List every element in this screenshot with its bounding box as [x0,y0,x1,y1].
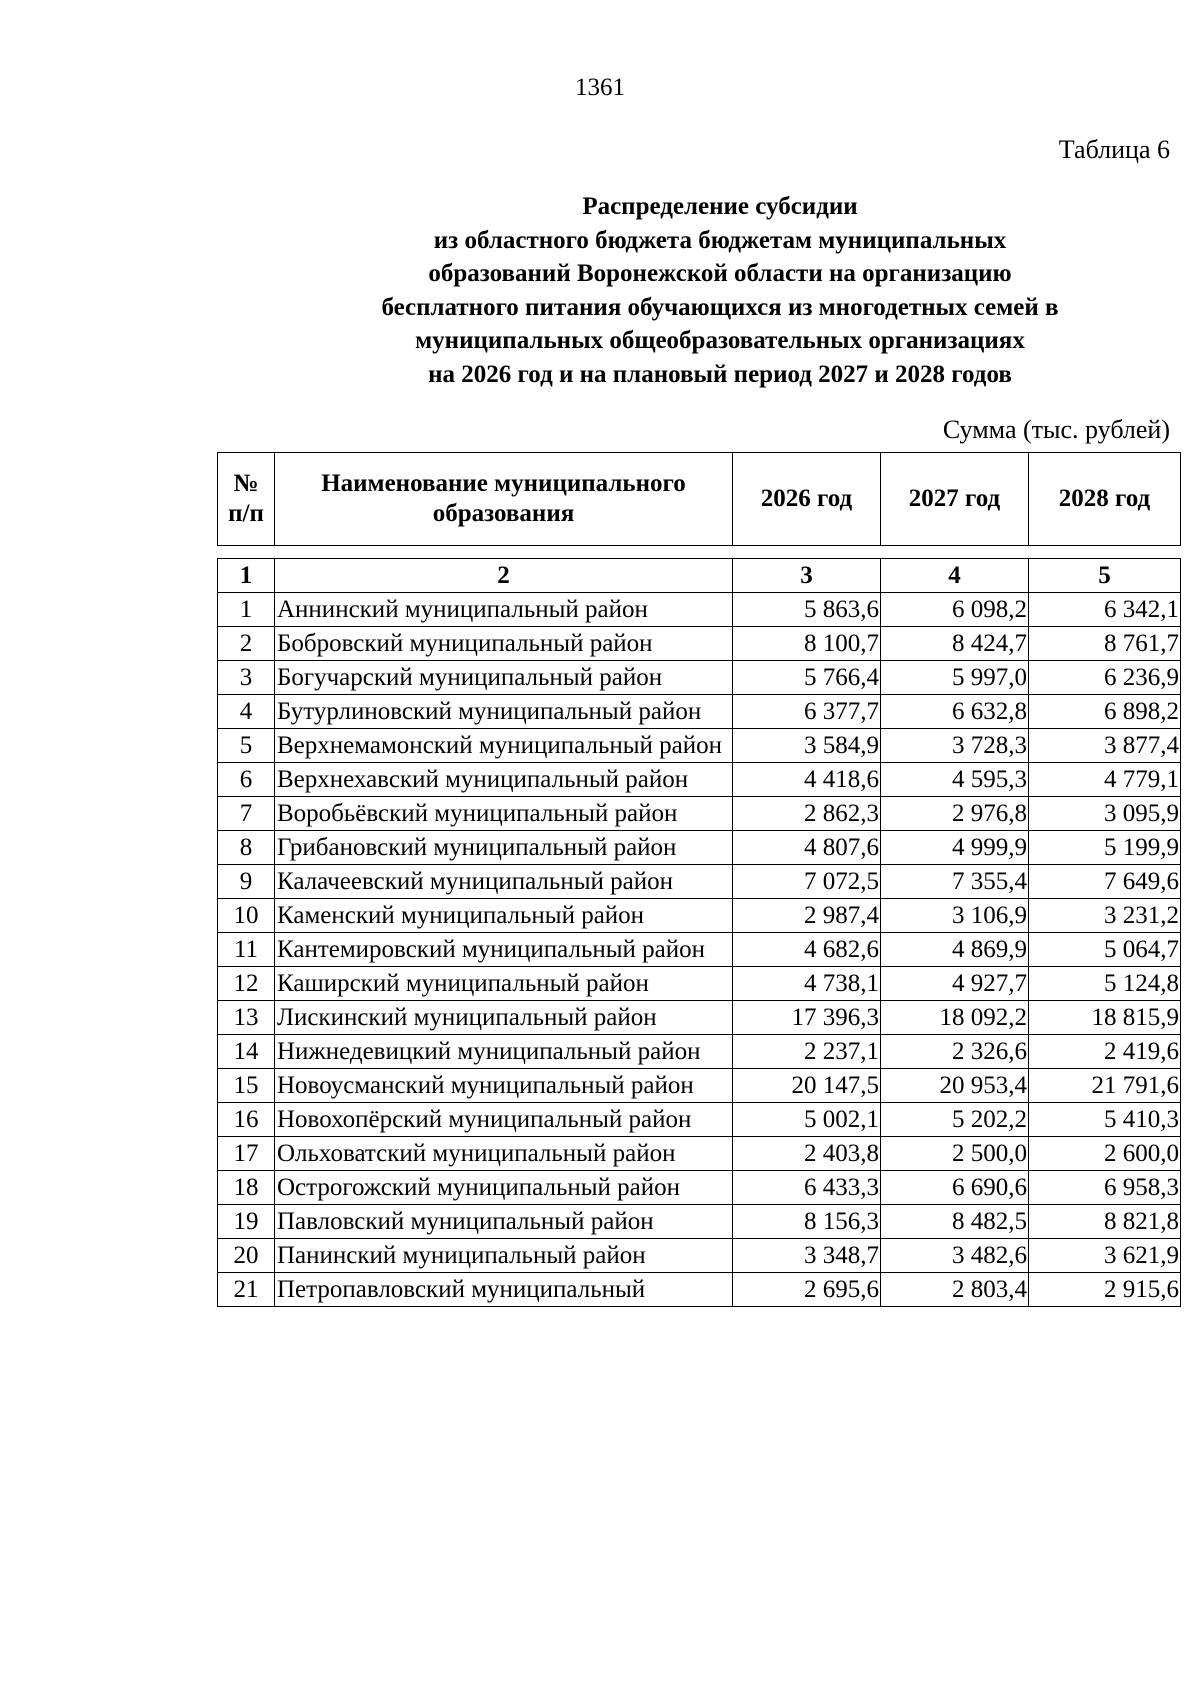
row-number: 6 [218,763,275,797]
column-number: 1 [218,559,275,593]
value-2028: 8 821,8 [1029,1205,1181,1239]
value-2026: 17 396,3 [733,1001,881,1035]
table-row [218,1205,1181,1239]
value-2028: 6 236,9 [1029,661,1181,695]
document-title [270,190,1170,391]
district-name: Ольховатский муниципальный район [275,1137,733,1171]
row-number: 20 [218,1239,275,1273]
subsidy-table [217,558,1181,1307]
value-2027: 3 482,6 [881,1239,1029,1273]
row-number: 12 [218,967,275,1001]
district-name: Аннинский муниципальный район [275,593,733,627]
district-name: Верхнехавский муниципальный район [275,763,733,797]
value-2028: 3 877,4 [1029,729,1181,763]
district-name: Верхнемамонский муниципальный район [275,729,733,763]
district-name: Бобровский муниципальный район [275,627,733,661]
value-2027: 4 927,7 [881,967,1029,1001]
value-2027: 2 976,8 [881,797,1029,831]
row-number: 1 [218,593,275,627]
value-2026: 6 433,3 [733,1171,881,1205]
table-header [217,452,1181,546]
header-2028: 2028 год [1029,453,1181,546]
header-2026: 2026 год [733,453,881,546]
value-2028: 18 815,9 [1029,1001,1181,1035]
value-2028: 6 898,2 [1029,695,1181,729]
value-2026: 4 738,1 [733,967,881,1001]
value-2027: 3 106,9 [881,899,1029,933]
column-numbers-row [218,559,1181,593]
table-row [218,899,1181,933]
table-row [218,729,1181,763]
district-name: Петропавловский муниципальный [275,1273,733,1307]
row-number: 15 [218,1069,275,1103]
header-name: Наименование муниципального образования [275,453,733,546]
district-name: Воробьёвский муниципальный район [275,797,733,831]
row-number: 16 [218,1103,275,1137]
value-2026: 2 237,1 [733,1035,881,1069]
value-2028: 5 199,9 [1029,831,1181,865]
row-number: 18 [218,1171,275,1205]
column-number: 2 [275,559,733,593]
district-name: Каменский муниципальный район [275,899,733,933]
table-row [218,1069,1181,1103]
table-row [218,1239,1181,1273]
value-2028: 8 761,7 [1029,627,1181,661]
value-2028: 6 342,1 [1029,593,1181,627]
table-label: Таблица 6 [1058,135,1170,164]
table-row [218,831,1181,865]
value-2027: 18 092,2 [881,1001,1029,1035]
district-name: Павловский муниципальный район [275,1205,733,1239]
row-number: 10 [218,899,275,933]
value-2026: 2 403,8 [733,1137,881,1171]
row-number: 9 [218,865,275,899]
district-name: Острогожский муниципальный район [275,1171,733,1205]
value-2026: 4 682,6 [733,933,881,967]
title-line: бесплатного питания обучающихся из многодетных семей в [381,293,1059,321]
district-name: Каширский муниципальный район [275,967,733,1001]
district-name: Кантемировский муниципальный район [275,933,733,967]
district-name: Калачеевский муниципальный район [275,865,733,899]
row-number: 8 [218,831,275,865]
district-name: Богучарский муниципальный район [275,661,733,695]
row-number: 4 [218,695,275,729]
title-line: муниципальных общеобразовательных организациях [415,327,1025,354]
units-label: Сумма (тыс. рублей) [942,415,1170,444]
value-2027: 6 690,6 [881,1171,1029,1205]
district-name: Грибановский муниципальный район [275,831,733,865]
page-number: 1361 [575,74,625,101]
table-row [218,1001,1181,1035]
value-2028: 2 600,0 [1029,1137,1181,1171]
district-name: Лискинский муниципальный район [275,1001,733,1035]
value-2027: 2 500,0 [881,1137,1029,1171]
value-2027: 7 355,4 [881,865,1029,899]
value-2026: 2 862,3 [733,797,881,831]
table-row [218,661,1181,695]
row-number: 5 [218,729,275,763]
value-2028: 21 791,6 [1029,1069,1181,1103]
value-2028: 5 410,3 [1029,1103,1181,1137]
district-name: Нижнедевицкий муниципальный район [275,1035,733,1069]
value-2027: 2 803,4 [881,1273,1029,1307]
value-2026: 2 987,4 [733,899,881,933]
value-2026: 8 100,7 [733,627,881,661]
value-2026: 5 863,6 [733,593,881,627]
district-name: Новохопёрский муниципальный район [275,1103,733,1137]
value-2028: 5 064,7 [1029,933,1181,967]
header-2027: 2027 год [881,453,1029,546]
value-2026: 5 002,1 [733,1103,881,1137]
value-2026: 3 584,9 [733,729,881,763]
table-row [218,1137,1181,1171]
value-2028: 4 779,1 [1029,763,1181,797]
value-2026: 3 348,7 [733,1239,881,1273]
value-2026: 5 766,4 [733,661,881,695]
value-2027: 4 869,9 [881,933,1029,967]
value-2027: 8 424,7 [881,627,1029,661]
value-2028: 5 124,8 [1029,967,1181,1001]
table-row [218,865,1181,899]
table-row [218,1103,1181,1137]
table-row [218,967,1181,1001]
value-2028: 7 649,6 [1029,865,1181,899]
value-2027: 8 482,5 [881,1205,1029,1239]
district-name: Новоусманский муниципальный район [275,1069,733,1103]
value-2026: 2 695,6 [733,1273,881,1307]
header-number: № п/п [218,453,275,546]
value-2028: 2 419,6 [1029,1035,1181,1069]
table-row [218,763,1181,797]
table-row [218,695,1181,729]
row-number: 2 [218,627,275,661]
row-number: 19 [218,1205,275,1239]
column-number: 4 [881,559,1029,593]
value-2027: 6 098,2 [881,593,1029,627]
value-2026: 20 147,5 [733,1069,881,1103]
value-2027: 20 953,4 [881,1069,1029,1103]
district-name: Бутурлиновский муниципальный район [275,695,733,729]
title-line: из областного бюджета бюджетам муниципальных [433,226,1007,254]
value-2028: 6 958,3 [1029,1171,1181,1205]
value-2027: 4 595,3 [881,763,1029,797]
value-2027: 6 632,8 [881,695,1029,729]
table-row [218,1035,1181,1069]
table-row [218,627,1181,661]
table-row [218,933,1181,967]
value-2026: 6 377,7 [733,695,881,729]
district-name: Панинский муниципальный район [275,1239,733,1273]
table-row [218,1171,1181,1205]
row-number: 7 [218,797,275,831]
row-number: 14 [218,1035,275,1069]
title-line: Распределение субсидии [582,193,858,220]
value-2027: 3 728,3 [881,729,1029,763]
row-number: 21 [218,1273,275,1307]
table-row [218,797,1181,831]
row-number: 17 [218,1137,275,1171]
row-number: 3 [218,661,275,695]
value-2028: 3 095,9 [1029,797,1181,831]
value-2026: 4 418,6 [733,763,881,797]
value-2028: 3 621,9 [1029,1239,1181,1273]
row-number: 11 [218,933,275,967]
value-2027: 5 202,2 [881,1103,1029,1137]
value-2026: 4 807,6 [733,831,881,865]
value-2027: 2 326,6 [881,1035,1029,1069]
table-row [218,593,1181,627]
column-number: 5 [1029,559,1181,593]
value-2027: 4 999,9 [881,831,1029,865]
title-line: образований Воронежской области на организацию [428,260,1012,287]
title-line: на 2026 год и на плановый период 2027 и 2028 годов [428,360,1012,388]
row-number: 13 [218,1001,275,1035]
value-2028: 2 915,6 [1029,1273,1181,1307]
value-2026: 8 156,3 [733,1205,881,1239]
value-2027: 5 997,0 [881,661,1029,695]
value-2026: 7 072,5 [733,865,881,899]
value-2028: 3 231,2 [1029,899,1181,933]
column-number: 3 [733,559,881,593]
table-row [218,1273,1181,1307]
